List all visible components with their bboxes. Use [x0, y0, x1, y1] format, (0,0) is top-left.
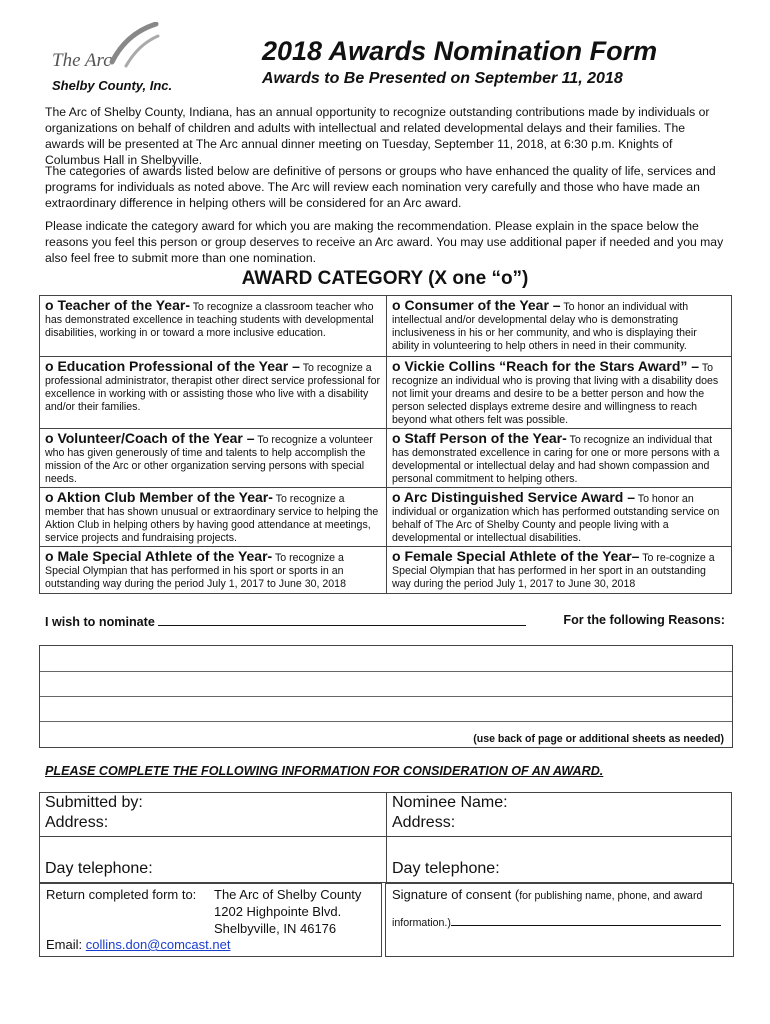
category-description: To recognize a classroom teacher who has demonstrated excellence in teaching students with developmental disabilities, working in or toward a more inclusive education. — [45, 301, 374, 339]
category-name: Education Professional of the Year – — [57, 358, 300, 374]
category-female-athlete[interactable] — [387, 547, 732, 594]
page-subtitle: Awards to Be Presented on September 11, 2018 — [262, 70, 623, 87]
reasons-note: (use back of page or additional sheets as needed) — [473, 733, 724, 745]
category-description: To honor an individual or organization which has performed outstanding service on behalf of The Arc of Shelby County and people living with a developmental or intellectual disabilities. — [392, 493, 720, 544]
category-name: Consumer of the Year – — [404, 297, 561, 313]
consent-title-text: Signature of consent ( — [392, 887, 520, 902]
category-name: Staff Person of the Year- — [404, 430, 567, 446]
category-name: Teacher of the Year- — [57, 297, 190, 313]
category-checkbox[interactable]: o — [392, 489, 404, 505]
category-checkbox[interactable]: o — [392, 430, 405, 446]
nominee-cell[interactable] — [387, 793, 732, 837]
logo-text: The Arc — [52, 50, 112, 71]
category-description: To recognize an individual who is proving that living with a disability does not limit your dreams and desire to be a better person and how the person selected displays extreme desire and willingness to reach beyond what others felt was possible. — [392, 362, 719, 426]
category-checkbox[interactable]: o — [392, 297, 405, 313]
category-checkbox[interactable]: o — [45, 430, 58, 446]
day-telephone-left-label: Day telephone: — [45, 860, 153, 877]
consent-info-row — [392, 916, 721, 929]
category-teacher[interactable] — [40, 296, 387, 357]
intro-paragraph-1: The Arc of Shelby County, Indiana, has an annual opportunity to recognize outstanding contributions made by individuals or organizations on behalf of children and adults with intellectual and related developmental delays and their families. The awards will be presented at The Arc annual dinner meeting on Tuesday, September 11, 2018, at 6:30 p.m. Knights of Columbus Hall in Shelbyville. — [45, 105, 710, 167]
consent-title-small: for publishing name, phone, and award — [519, 890, 703, 902]
category-checkbox[interactable]: o — [392, 548, 405, 564]
category-name: Aktion Club Member of the Year- — [56, 489, 273, 505]
category-consumer[interactable] — [387, 296, 732, 357]
category-checkbox[interactable]: o — [45, 297, 58, 313]
signature-line[interactable] — [451, 916, 721, 926]
email-row — [46, 937, 230, 953]
intro-paragraph-3: Please indicate the category award for which you are making the recommendation. Please explain in the space below the reasons you feel this person or group deserves to receive an Arc award. You may use additional paper if needed and you may also feel free to submit more than one nomination. — [45, 219, 724, 265]
category-name: Volunteer/Coach of the Year – — [57, 430, 255, 446]
category-reach-for-stars[interactable] — [387, 357, 732, 429]
category-description: To recognize a volunteer who has given generously of time and talents to help accomplish the mission of the Arc or other organization serving persons with special needs. — [45, 434, 373, 485]
category-name: Female Special Athlete of the Year– — [404, 548, 640, 564]
category-staff-person[interactable] — [387, 429, 732, 488]
consent-title — [392, 887, 702, 902]
reasons-text-area[interactable] — [39, 645, 733, 748]
address-right-label: Address: — [392, 814, 456, 831]
category-checkbox[interactable]: o — [45, 358, 58, 374]
category-male-athlete[interactable] — [40, 547, 387, 594]
category-distinguished-service[interactable] — [387, 488, 732, 547]
nominate-label: I wish to nominate — [45, 615, 155, 629]
category-description: To honor an individual with intellectual and/or developmental delay who is demonstrating inclusiveness in his or her community, and who is displaying their ability in volunteering to help others in need in their community. — [392, 301, 697, 352]
submitted-by-label: Submitted by: — [45, 794, 143, 811]
day-telephone-right-cell[interactable] — [387, 837, 732, 883]
logo-subtitle: Shelby County, Inc. — [52, 78, 173, 93]
category-description: To recognize an individual that has demonstrated excellence in caring for one or more persons with a developmental or intellectual delay and had shown compassion and personal commitment to helping others. — [392, 434, 720, 485]
category-name: Arc Distinguished Service Award – — [403, 489, 636, 505]
day-telephone-right-label: Day telephone: — [392, 860, 500, 877]
category-name: Male Special Athlete of the Year- — [57, 548, 273, 564]
return-street: 1202 Highpointe Blvd. — [214, 904, 342, 919]
award-category-table — [39, 295, 732, 594]
return-address-box — [39, 883, 382, 957]
category-checkbox[interactable]: o — [392, 358, 405, 374]
submitter-cell[interactable] — [40, 793, 387, 837]
category-description: To re-cognize a Special Olympian that has performed in her sport in an outstanding way during the period July 1, 2017 to June 30, 2018 — [392, 552, 715, 590]
nominee-input-line[interactable] — [158, 613, 526, 626]
nominee-name-label: Nominee Name: — [392, 794, 508, 811]
category-description: To recognize a Special Olympian that has performed in his sport or sports in an outstanding way during the period July 1, 2017 to June 30, 2018 — [45, 552, 346, 590]
complete-info-heading: PLEASE COMPLETE THE FOLLOWING INFORMATION FOR CONSIDERATION OF AN AWARD. — [45, 764, 604, 778]
page-title: 2018 Awards Nomination Form — [262, 36, 658, 66]
address-left-label: Address: — [45, 814, 109, 831]
category-description: To recognize a member that has shown unusual or extraordinary service to helping the Aktion Club in helping others by having good attendance at meetings, service projects and fundraising projects. — [45, 493, 379, 544]
category-volunteer-coach[interactable] — [40, 429, 387, 488]
category-education-professional[interactable] — [40, 357, 387, 429]
day-telephone-left-cell[interactable] — [40, 837, 387, 883]
category-description: To recognize a professional administrator, therapist other direct service professional for excellence in working with or assisting those who live with a disability and/or their families. — [45, 362, 381, 413]
category-checkbox[interactable]: o — [45, 489, 57, 505]
return-city: Shelbyville, IN 46176 — [214, 921, 337, 936]
award-category-heading: AWARD CATEGORY (X one “o”) — [241, 268, 529, 289]
category-name: Vickie Collins “Reach for the Stars Award” – — [404, 358, 700, 374]
info-table — [39, 792, 732, 883]
reason-line — [40, 721, 732, 722]
return-label: Return completed form to: — [46, 887, 197, 902]
category-aktion-club[interactable] — [40, 488, 387, 547]
signature-consent-box[interactable] — [385, 883, 734, 957]
email-label: Email: — [46, 937, 83, 952]
return-org: The Arc of Shelby County — [214, 887, 362, 902]
reason-line — [40, 696, 732, 697]
email-link[interactable]: collins.don@comcast.net — [85, 937, 231, 952]
nominate-row — [45, 613, 725, 629]
intro-paragraph-2: The categories of awards listed below are definitive of persons or groups who have enhanced the quality of life, services and programs for individuals as noted above. The Arc will review each nomination very carefully and those who have made an extraordinary difference in helping others will be considered for an Arc award. — [45, 164, 716, 210]
reasons-label: For the following Reasons: — [563, 613, 725, 627]
consent-info-text: information.) — [392, 917, 451, 929]
reason-line — [40, 671, 732, 672]
category-checkbox[interactable]: o — [45, 548, 58, 564]
